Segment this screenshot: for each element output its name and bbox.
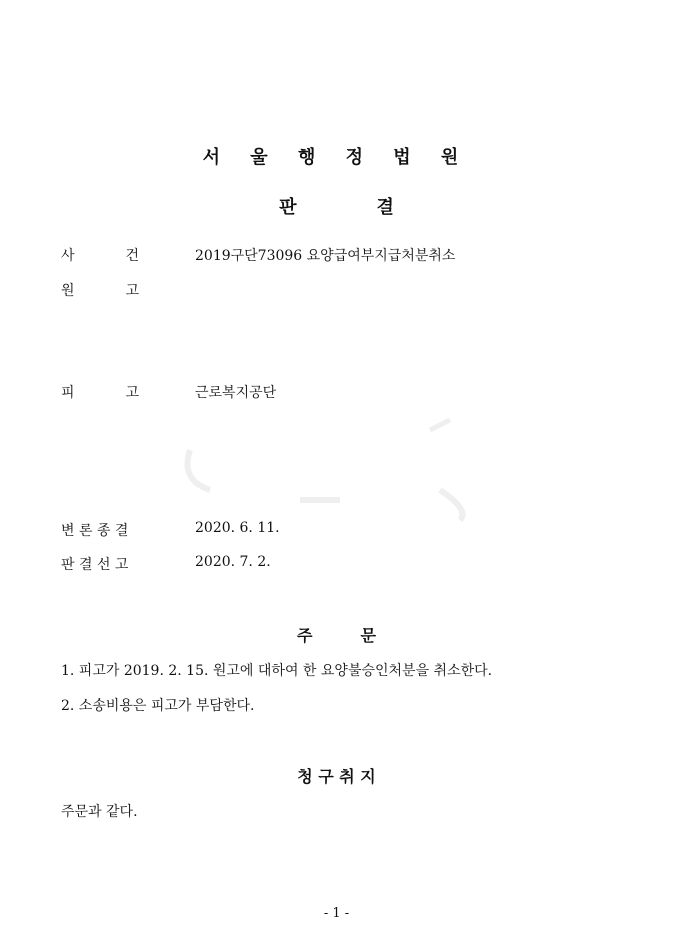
order-item-1: 1. 피고가 2019. 2. 15. 원고에 대하여 한 요양불승인처분을 취소한다. bbox=[61, 663, 493, 679]
verdict-value: 2020. 7. 2. bbox=[195, 554, 271, 570]
document-type-right: 결 bbox=[376, 197, 394, 218]
case-label bbox=[61, 245, 139, 265]
order-title bbox=[0, 623, 673, 646]
plaintiff-label-char-2: 고 bbox=[125, 283, 139, 299]
page-number: - 1 - bbox=[323, 906, 350, 921]
verdict-label: 판 결 선 고 bbox=[61, 557, 129, 573]
document-type-title bbox=[0, 193, 673, 219]
defendant-label-char-1: 피 bbox=[61, 385, 75, 401]
plaintiff-label bbox=[61, 280, 139, 300]
order-title-right: 문 bbox=[360, 626, 376, 645]
claim-text: 주문과 같다. bbox=[61, 804, 138, 820]
watermark-graphic bbox=[170, 410, 480, 530]
defendant-value: 근로복지공단 bbox=[195, 385, 277, 401]
court-name: 서 울 행 정 법 원 bbox=[202, 147, 471, 168]
order-title-left: 주 bbox=[297, 626, 313, 645]
closing-label: 변 론 종 결 bbox=[61, 523, 129, 539]
case-value: 2019구단73096 요양급여부지급처분취소 bbox=[195, 248, 456, 264]
case-label-char-1: 사 bbox=[61, 248, 75, 264]
case-label-char-2: 건 bbox=[125, 248, 139, 264]
closing-value: 2020. 6. 11. bbox=[195, 520, 280, 536]
order-item-2: 2. 소송비용은 피고가 부담한다. bbox=[61, 698, 255, 714]
defendant-label-char-2: 고 bbox=[125, 385, 139, 401]
plaintiff-label-char-1: 원 bbox=[61, 283, 75, 299]
document-type-left: 판 bbox=[279, 197, 297, 218]
claim-title: 청 구 취 지 bbox=[297, 767, 376, 786]
defendant-label bbox=[61, 382, 139, 402]
